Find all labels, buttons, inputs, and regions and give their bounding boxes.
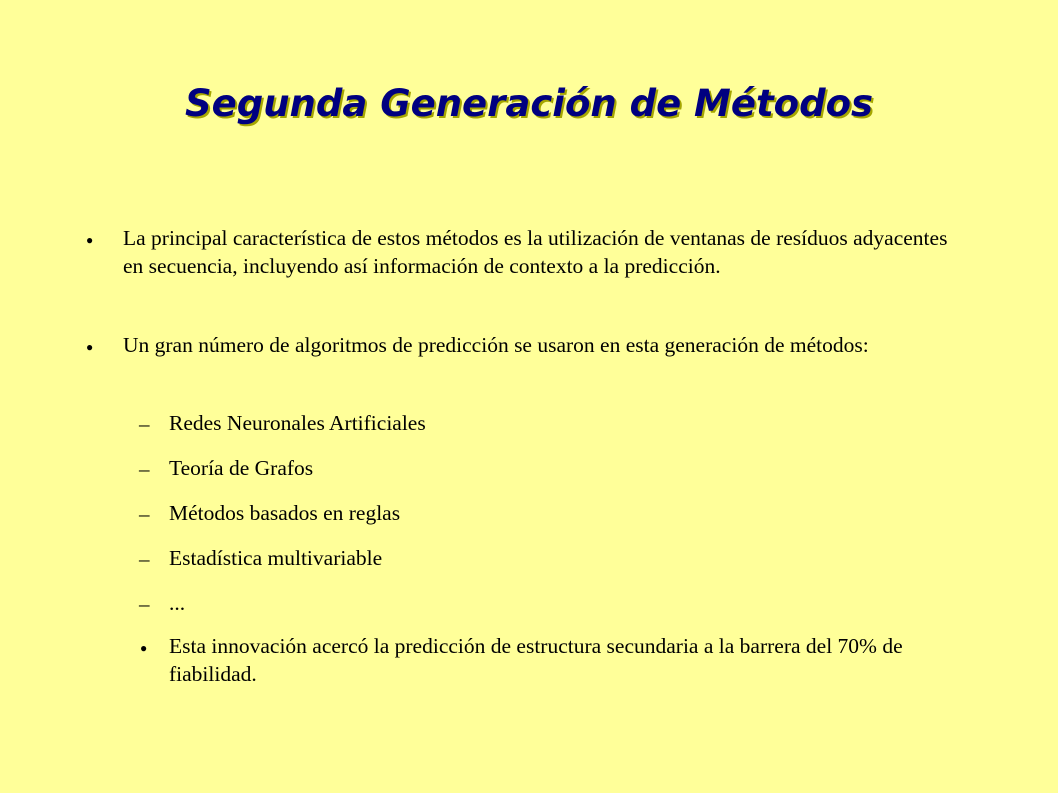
dash-icon: – <box>139 547 150 571</box>
dash-icon: – <box>139 457 150 481</box>
dash-icon: – <box>139 502 150 526</box>
slide-title: Segunda Generación de Métodos <box>184 82 874 125</box>
dash-icon: – <box>139 592 150 616</box>
bullet-icon: ● <box>86 340 94 354</box>
bullet-icon: ● <box>140 641 148 655</box>
sub-item-2: Teoría de Grafos <box>169 456 314 480</box>
sub-item-4: Estadística multivariable <box>169 546 383 570</box>
sub-note: Esta innovación acercó la predicción de estructura secundaria a la barrera del 70% de fiabilidad. <box>169 634 903 686</box>
bullet-icon: ● <box>86 233 94 247</box>
sub-item-1: Redes Neuronales Artificiales <box>169 411 426 435</box>
dash-icon: – <box>139 412 150 436</box>
bullet-point-2: Un gran número de algoritmos de predicción se usaron en esta generación de métodos: <box>123 333 869 357</box>
sub-item-5: ... <box>169 591 186 615</box>
sub-item-3: Métodos basados en reglas <box>169 501 401 525</box>
bullet-point-1: La principal característica de estos métodos es la utilización de ventanas de resíduos adyacentes en secuencia, incluyendo así información de contexto a la predicción. <box>123 226 948 278</box>
